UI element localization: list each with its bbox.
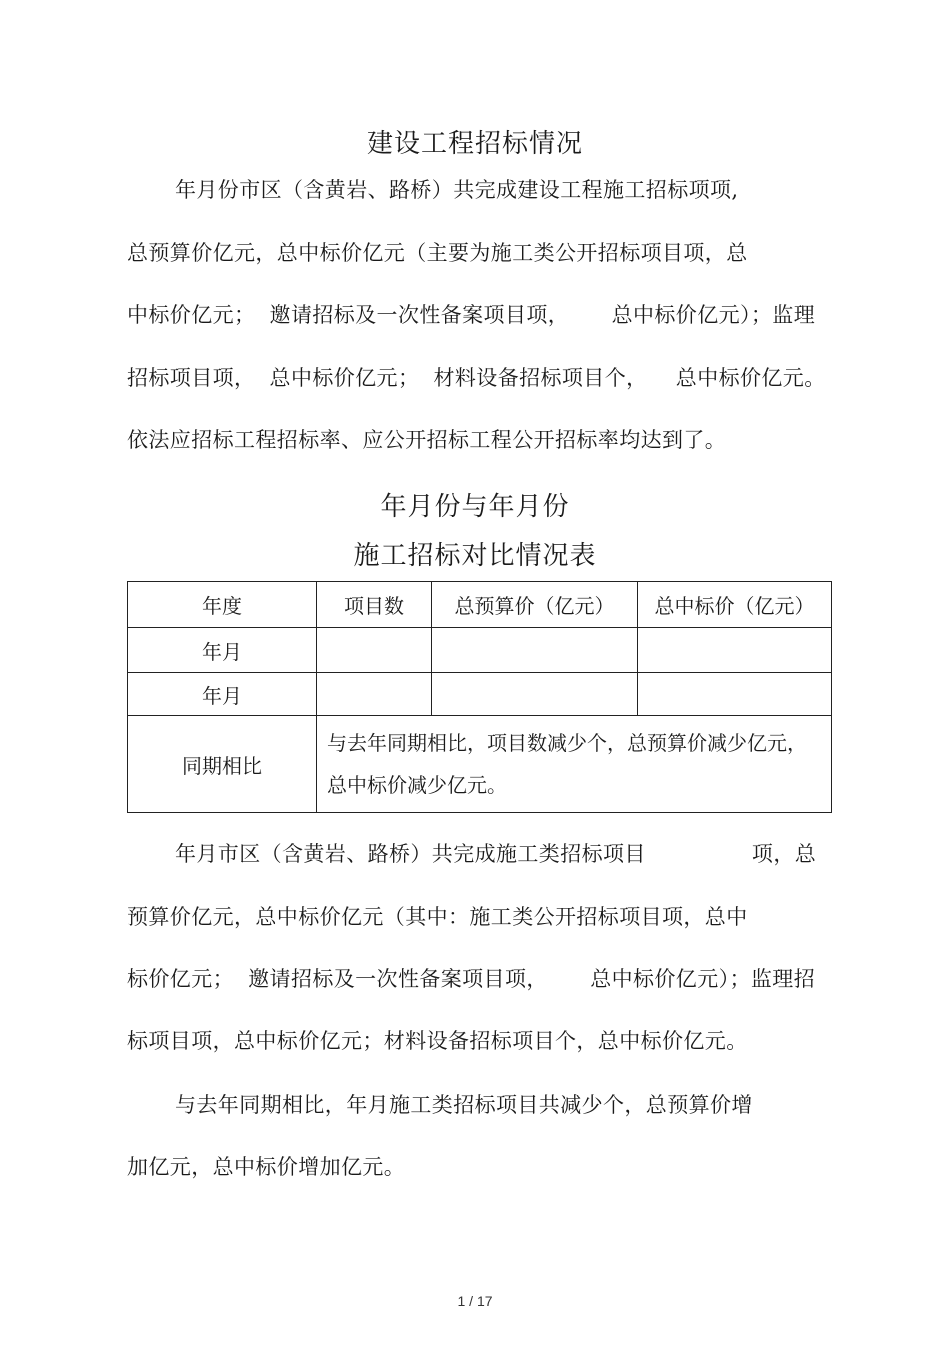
paragraph1-line5: 依法应招标工程招标率、应公开招标工程公开招标率均达到了。 xyxy=(127,428,727,452)
comparison-table xyxy=(127,581,832,813)
paragraph1-line4: 招标项目项， 总中标价亿元； 材料设备招标项目个， 总中标价亿元。 xyxy=(127,366,826,390)
paragraph2-line1: 年月市区（含黄岩、路桥）共完成施工类招标项目 项，总 xyxy=(175,842,817,866)
table-row xyxy=(128,673,832,716)
paragraph1-line2: 总预算价亿元，总中标价亿元（主要为施工类公开招标项目项，总 xyxy=(127,241,748,265)
row2-total-winning-bid xyxy=(638,673,832,716)
document-title: 建设工程招标情况 xyxy=(366,129,583,159)
paragraph2-line2: 预算价亿元，总中标价亿元（其中：施工类公开招标项目项，总中 xyxy=(127,905,748,929)
compare-text: 与去年同期相比，项目数减少个，总预算价减少亿元，总中标价减少亿元。 xyxy=(317,716,832,813)
table-row xyxy=(128,628,832,673)
table-title-period: 年月份与年月份 xyxy=(380,492,570,522)
header-total-winning-bid: 总中标价（亿元） xyxy=(638,582,832,628)
row2-year: 年月 xyxy=(128,673,317,716)
row1-total-budget xyxy=(432,628,638,673)
row2-total-budget xyxy=(432,673,638,716)
row1-total-winning-bid xyxy=(638,628,832,673)
paragraph2-line3: 标价亿元； 邀请招标及一次性备案项目项， 总中标价亿元）；监理招 xyxy=(127,967,816,991)
page-number: 1 / 17 xyxy=(457,1293,493,1309)
header-total-budget: 总预算价（亿元） xyxy=(432,582,638,628)
paragraph3-line1: 与去年同期相比，年月施工类招标项目共减少个，总预算价增 xyxy=(175,1093,753,1117)
header-year: 年度 xyxy=(128,582,317,628)
table-title-name: 施工招标对比情况表 xyxy=(353,541,597,571)
compare-label: 同期相比 xyxy=(128,716,317,813)
paragraph3-line2: 加亿元，总中标价增加亿元。 xyxy=(127,1155,406,1179)
paragraph1-line3: 中标价亿元； 邀请招标及一次性备案项目项， 总中标价亿元）；监理 xyxy=(127,303,816,327)
paragraph1-line1: 年月份市区（含黄岩、路桥）共完成建设工程施工招标项项, xyxy=(175,178,739,202)
paragraph2-line4: 标项目项，总中标价亿元；材料设备招标项目个，总中标价亿元。 xyxy=(127,1029,748,1053)
row1-year: 年月 xyxy=(128,628,317,673)
table-header-row xyxy=(128,582,832,628)
table-compare-row xyxy=(128,716,832,813)
header-project-count: 项目数 xyxy=(317,582,432,628)
row2-project-count xyxy=(317,673,432,716)
row1-project-count xyxy=(317,628,432,673)
